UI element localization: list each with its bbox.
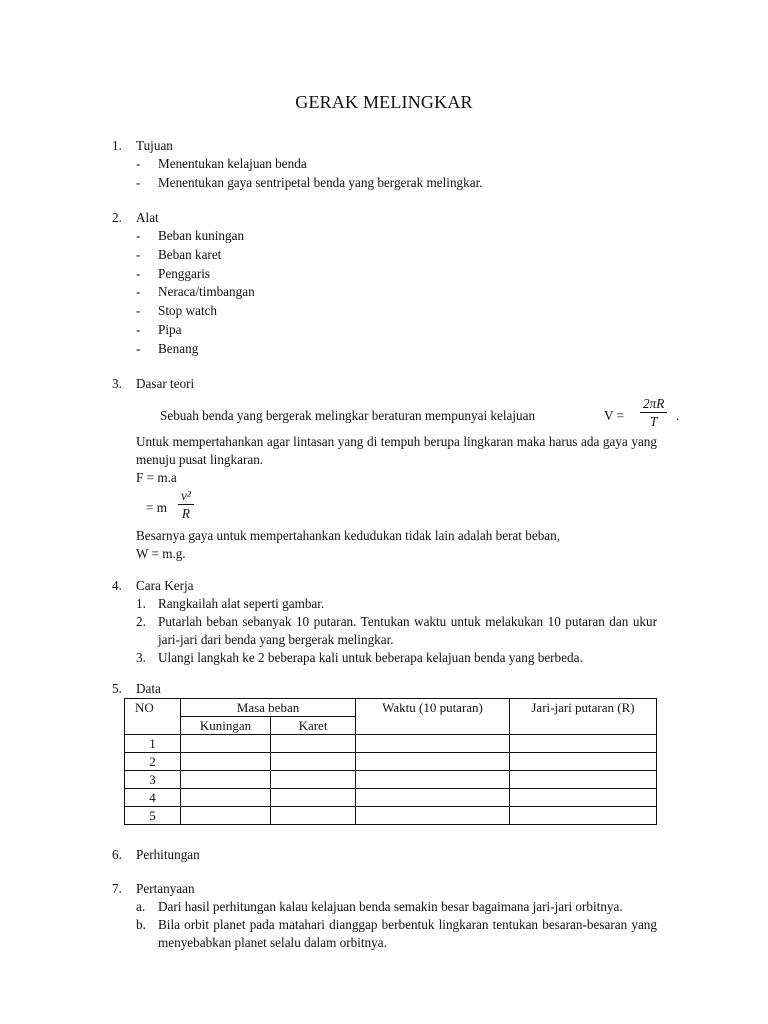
header-no: NO bbox=[125, 699, 181, 735]
table-cell[interactable] bbox=[271, 753, 356, 771]
force-equation-2: = m $\frac{\text{v²}}{R}$ bbox=[136, 487, 657, 527]
table-cell[interactable] bbox=[181, 735, 271, 753]
section-dasar-teori bbox=[112, 375, 680, 563]
section-heading: Perhitungan bbox=[136, 847, 200, 862]
list-item: b. Bila orbit planet pada matahari dianggap berbentuk lingkaran tentukan besaran-besaran yang menyebabkan planet selalu dalam orbitnya. bbox=[136, 917, 657, 950]
page-title: GERAK MELINGKAR bbox=[295, 92, 473, 112]
section-number: 3. bbox=[112, 376, 122, 391]
section-number: 7. bbox=[112, 881, 122, 896]
section-number: 1. bbox=[112, 138, 122, 153]
tujuan-list bbox=[112, 155, 657, 193]
theory-paragraph: Sebuah benda yang bergerak melingkar beraturan mempunyai kelajuan bbox=[160, 408, 536, 423]
table-row-number: 3 bbox=[125, 771, 181, 789]
section-number: 5. bbox=[112, 681, 122, 696]
list-item: - Pipa bbox=[136, 321, 182, 337]
list-item: - Stop watch bbox=[136, 303, 217, 319]
table-cell[interactable] bbox=[181, 807, 271, 825]
section-number: 2. bbox=[112, 210, 122, 225]
list-item: a. Dari hasil perhitungan kalau kelajuan benda semakin besar bagaimana jari-jari orbitnya. bbox=[136, 899, 623, 914]
table-cell[interactable] bbox=[271, 735, 356, 753]
header-kuningan: Kuningan bbox=[181, 717, 271, 735]
section-number: 4. bbox=[112, 578, 122, 593]
section-pertanyaan bbox=[112, 880, 657, 952]
theory-body bbox=[112, 393, 680, 563]
table-cell[interactable] bbox=[356, 807, 510, 825]
table-cell[interactable] bbox=[181, 753, 271, 771]
header-jari-jari: Jari-jari putaran (R) bbox=[510, 699, 657, 735]
section-data bbox=[112, 680, 657, 698]
list-item: - Menentukan gaya sentripetal benda yang bergerak melingkar. bbox=[136, 174, 483, 190]
steps-list bbox=[112, 595, 657, 667]
theory-paragraph: Besarnya gaya untuk mempertahankan kedudukan tidak lain adalah berat beban, bbox=[136, 528, 561, 543]
table-cell[interactable] bbox=[181, 789, 271, 807]
alat-list bbox=[112, 227, 657, 359]
section-heading: Alat bbox=[136, 210, 159, 225]
table-cell[interactable] bbox=[356, 735, 510, 753]
list-item: 2. Putarlah beban sebanyak 10 putaran. Tentukan waktu untuk melakukan 10 putaran dan ukur jari-jari dari benda yang bergerak melingkar. bbox=[136, 614, 657, 647]
section-heading: Pertanyaan bbox=[136, 881, 195, 896]
velocity-line: Sebuah benda yang bergerak melingkar beraturan mempunyai kelajuan V = $\frac{2\pi R}{T}$ . bbox=[160, 396, 680, 429]
list-item: 1. Rangkailah alat seperti gambar. bbox=[136, 596, 325, 611]
section-perhitungan bbox=[112, 846, 657, 864]
list-item: - Neraca/timbangan bbox=[136, 284, 255, 300]
theory-paragraph: Untuk mempertahankan agar lintasan yang di tempuh berupa lingkaran maka harus ada gaya yang menuju pusat lingkaran. bbox=[136, 434, 657, 467]
table-cell[interactable] bbox=[181, 771, 271, 789]
table-cell[interactable] bbox=[510, 771, 657, 789]
table-cell[interactable] bbox=[356, 753, 510, 771]
list-item: - Beban karet bbox=[136, 246, 222, 262]
table-cell[interactable] bbox=[271, 807, 356, 825]
questions-list bbox=[112, 898, 657, 952]
force-fraction: $\frac{\text{v²}}{R}$ bbox=[178, 487, 194, 522]
table-row-number: 5 bbox=[125, 807, 181, 825]
header-waktu: Waktu (10 putaran) bbox=[356, 699, 510, 735]
section-heading: Tujuan bbox=[136, 138, 173, 153]
table-cell[interactable] bbox=[271, 789, 356, 807]
weight-equation: W = m.g. bbox=[136, 546, 186, 561]
table-row-number: 4 bbox=[125, 789, 181, 807]
table-cell[interactable] bbox=[510, 753, 657, 771]
section-cara-kerja bbox=[112, 577, 657, 667]
table-row-number: 2 bbox=[125, 753, 181, 771]
table-cell[interactable] bbox=[510, 735, 657, 753]
table-cell[interactable] bbox=[271, 771, 356, 789]
velocity-lhs: V = bbox=[604, 408, 625, 423]
list-item: - Menentukan kelajuan benda bbox=[136, 156, 307, 171]
section-heading: Cara Kerja bbox=[136, 578, 194, 593]
table-cell[interactable] bbox=[510, 789, 657, 807]
section-tujuan bbox=[112, 137, 657, 193]
section-alat bbox=[112, 209, 657, 359]
list-item: - Benang bbox=[136, 340, 199, 356]
velocity-fraction: $\frac{2\pi R}{T}$ bbox=[640, 395, 667, 430]
table-cell[interactable] bbox=[356, 771, 510, 789]
table-cell[interactable] bbox=[510, 807, 657, 825]
section-heading: Data bbox=[136, 681, 161, 696]
list-item: 3. Ulangi langkah ke 2 beberapa kali untuk beberapa kelajuan benda yang berbeda. bbox=[136, 650, 583, 665]
header-karet: Karet bbox=[271, 717, 356, 735]
list-item: - Beban kuningan bbox=[136, 228, 245, 243]
table-row-number: 1 bbox=[125, 735, 181, 753]
data-table bbox=[124, 698, 657, 825]
header-masa-beban: Masa beban bbox=[181, 699, 356, 717]
force-equation: F = m.a bbox=[136, 470, 177, 485]
table-cell[interactable] bbox=[356, 789, 510, 807]
list-item: - Penggaris bbox=[136, 265, 211, 281]
section-number: 6. bbox=[112, 847, 122, 862]
section-heading: Dasar teori bbox=[136, 376, 195, 391]
